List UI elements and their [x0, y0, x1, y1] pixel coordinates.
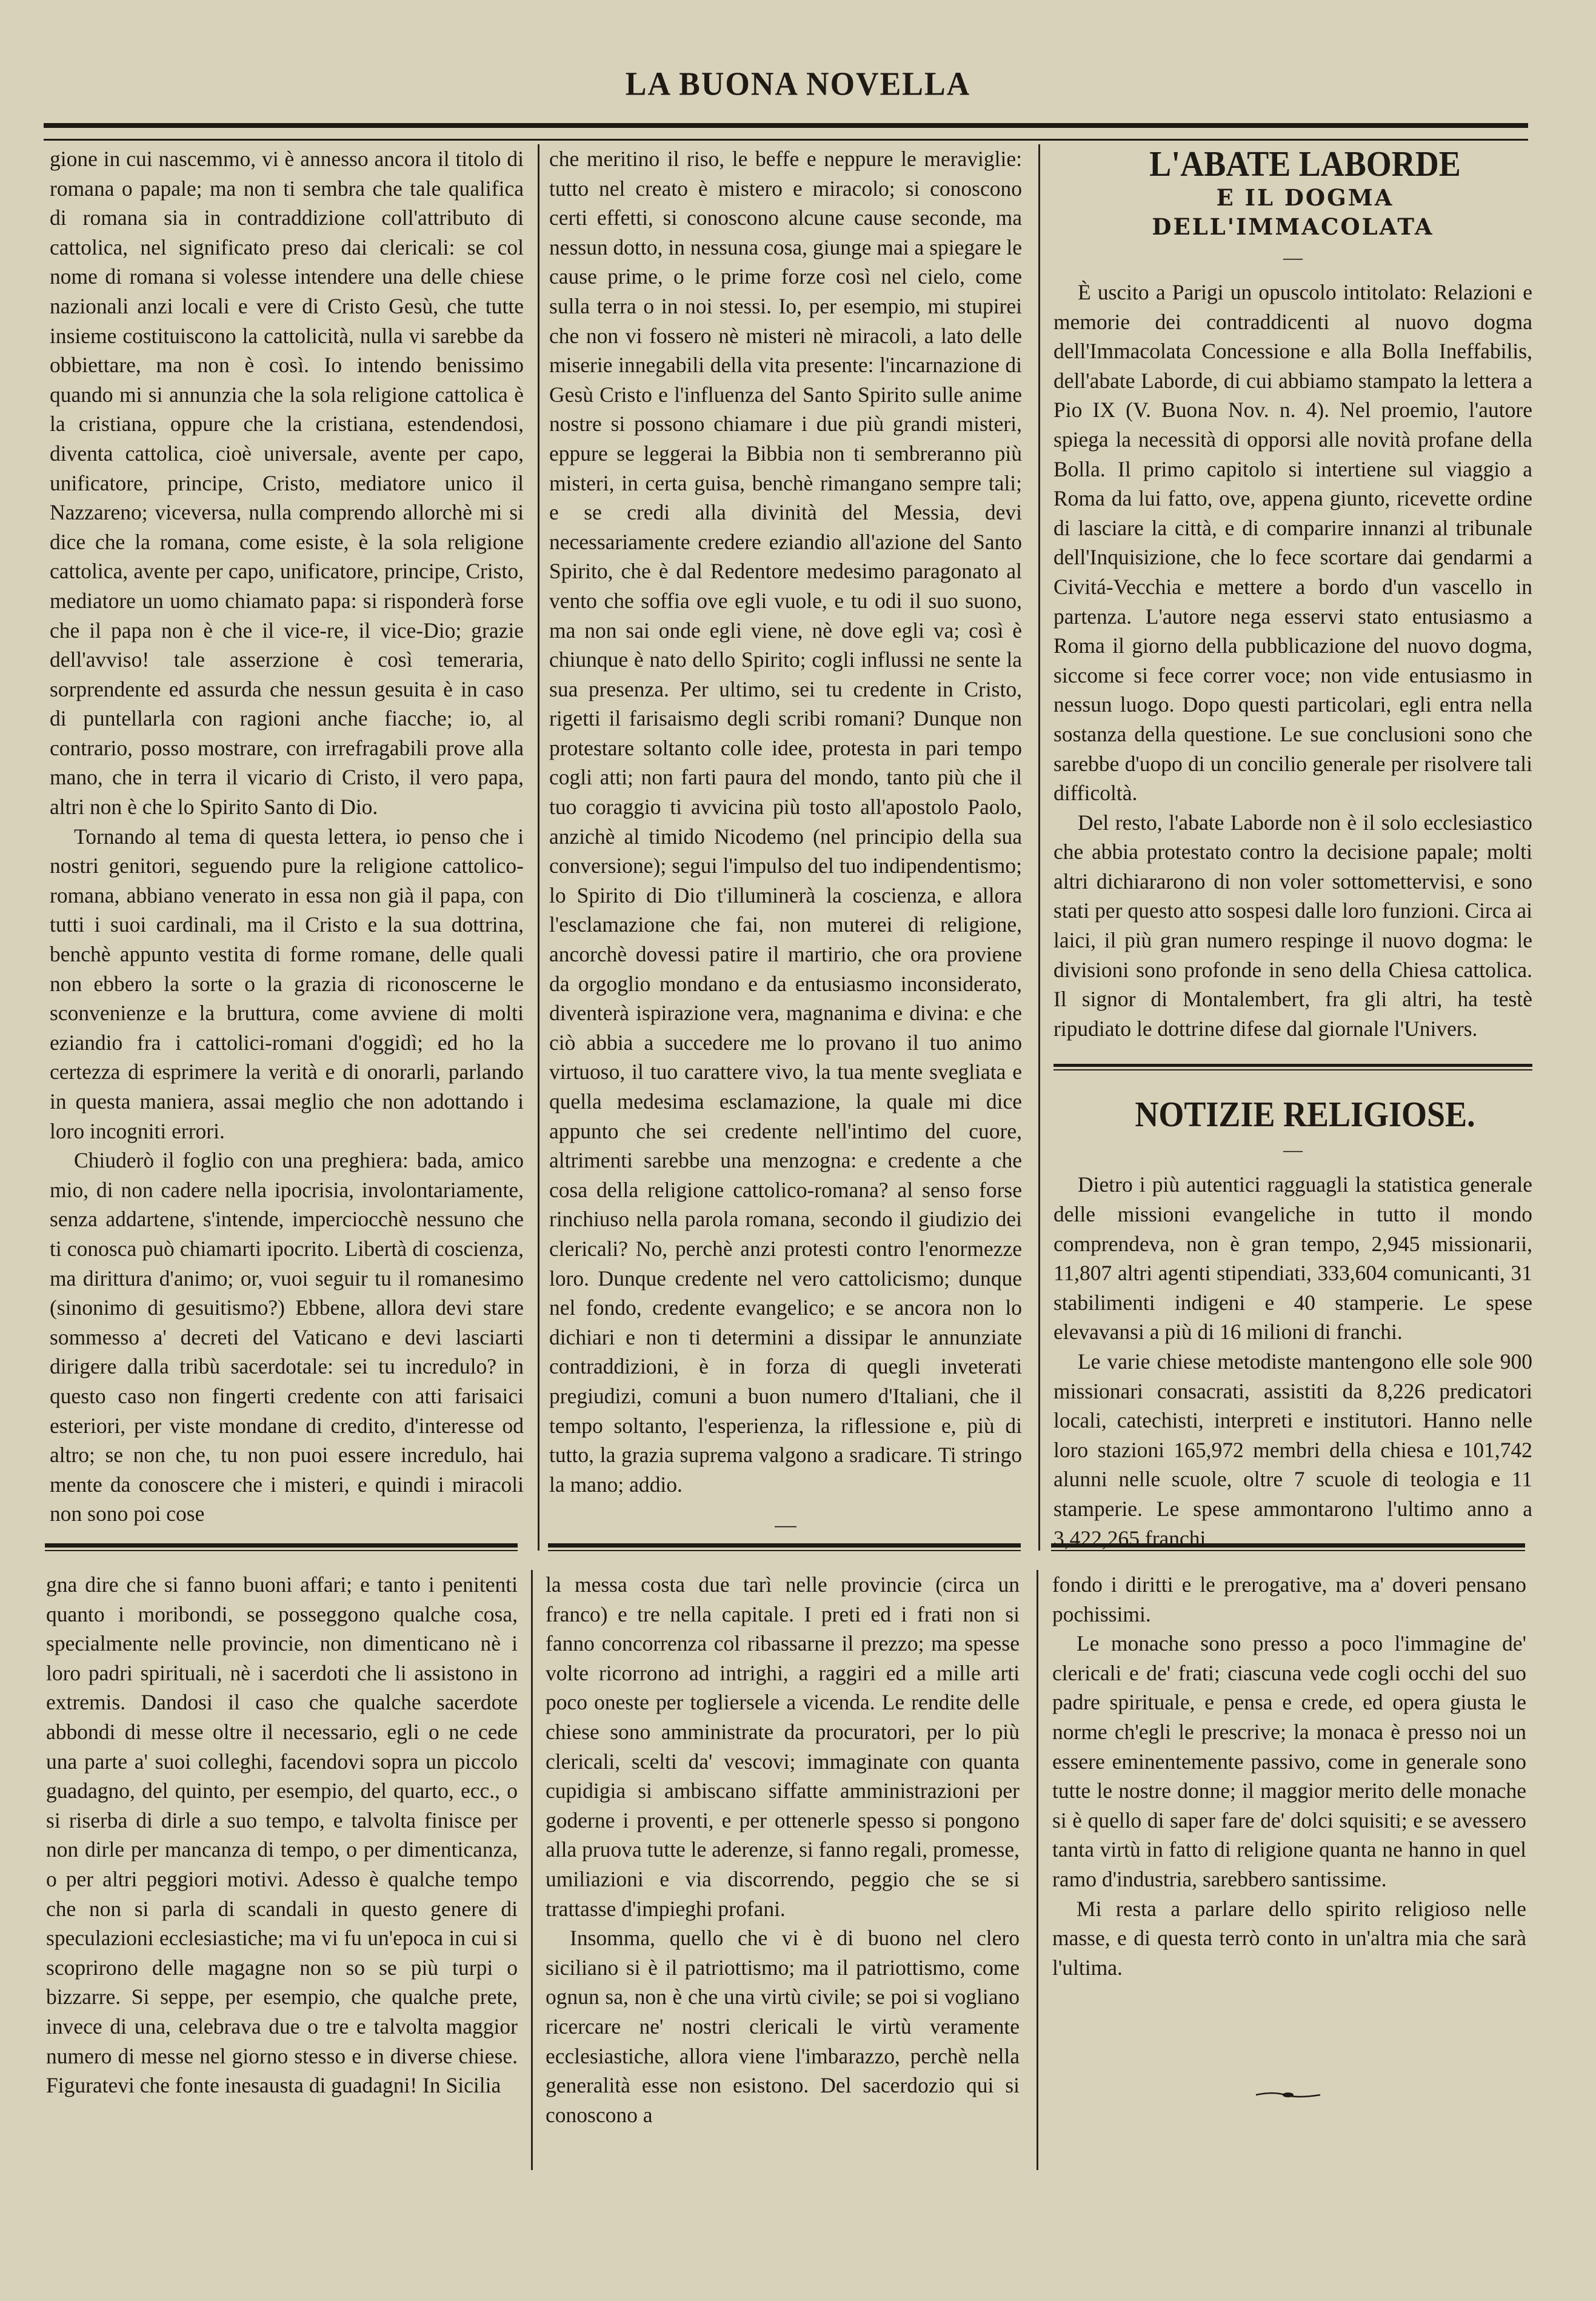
section-rule [548, 1543, 1021, 1551]
paragraph: Le monache sono presso a poco l'immagine de' clericali e de' frati; ciascuna vede cogli occhi del suo padre spirituale, e pensa e crede, ed opera giusta le norme ch'egli le prescrive; la monaca è presso noi un essere eminentemente passivo, come in generale sono tutte le nostre donne; il maggior merito delle monache si è quello di saper fare de' dolci squisiti; e se avessero tanta virtù in fatto di religione quanta ne hanno in quel ramo d'industria, sarebbero santissime. [1052, 1631, 1526, 1891]
article-title: NOTIZIE RELIGIOSE. [1135, 1094, 1475, 1135]
bottom-column-3 [1052, 1570, 1526, 1982]
article-title: L'ABATE LABORDE [1149, 144, 1461, 184]
paragraph: È uscito a Parigi un opuscolo intitolato: Relazioni e memorie dei contraddicenti al nuovo dogma dell'Immacolata Concessione e alla Bolla Ineffabilis, dell'abate Laborde, di cui abbiamo stampato la lettera a Pio IX (V. Buona Nov. n. 4). Nel proemio, l'autore spiega la necessità di opporsi alle novità profane della Bolla. Il primo capitolo si intertiene sul viaggio a Roma da lui fatto, ove, appena giunto, ricevette ordine di lasciare la città, e di comparire innanzi al tribunale dell'Inquisizione, che lo fece scortare dai gendarmi a Civitá-Vecchia e mettere a bordo d'un vascello in partenza. L'autore nega esservi stato entusiasmo a Roma il giorno della pubblicazione del nuovo dogma, siccome si fece correr voce; non vide entusiasmo in nessun luogo. Dopo questi particolari, egli entra nella sostanza della questione. Le sue conclusioni sono che sarebbe d'uopo di un concilio generale per risolvere tali difficoltà. [1053, 280, 1532, 806]
column-divider [1038, 144, 1040, 1551]
paragraph: la messa costa due tarì nelle provincie (circa un franco) e tre nella capitale. I preti ed i frati non si fanno concorrenza col ribassarne il prezzo; ma spesse volte ricorrono ad intrighi, a raggiri ed a mille arti poco oneste per togliersele a vicenda. Le rendite delle chiese sono amministrate da procuratori, per lo più clericali, scelti da' vescovi; immaginate con quanta cupidigia si ambiscano siffatte amministrazioni per goderne i proventi, e per ottenerle spesso si pongono alla pruova tutte le aderenze, si fanno regali, promesse, umiliazioni e via discorrendo, peggio che se si trattasse d'impieghi profani. [546, 1572, 1020, 1921]
paragraph: gione in cui nascemmo, vi è annesso ancora il titolo di romana o papale; ma non ti sembra che tale qualifica di romana sia in contraddizione coll'attributo di cattolica, nel significato preso dai clericali: se col nome di romana si volesse intendere una delle chiese nazionali anzi locali e vere di Cristo Gesù, che tutte insieme costituiscono la cattolicità, nulla vi sarebbe da obbiettare, ma non è così. Io intendo benissimo quando mi si annunzia che la sola religione cattolica è la cristiana, oppure che la cristiana, estendendosi, diventa cattolica, cioè universale, avente per capo, unificatore, principe, Cristo, mediatore unico il Nazzareno; viceversa, nulla comprendo allorchè mi si dice che la romana, come esiste, è la sola religione cattolica, avente per capo, unificatore, principe, Cristo, mediatore un uomo chiamato papa: si risponderà forse che il papa non è che il vice-re, il vice-Dio; grazie dell'avviso! tale asserzione è così temeraria, sorprendente ed assurda che nessun gesuita è in caso di puntellarla con ragioni anche fiacche; io, al contrario, posso mostrare, con irrefragabili prove alla mano, che in terra il vicario di Cristo, il vero papa, altri non è che lo Spirito Santo di Dio. [50, 147, 524, 820]
article-laborde [1053, 144, 1532, 1043]
title-dash: — [1283, 1138, 1303, 1161]
paragraph: Insomma, quello che vi è di buono nel clero siciliano si è il patriottismo; ma il patriottismo, come ognun sa, non è che una virtù civile; se poi si vogliano ricercare ne' nostri clericali le virtù veramente ecclesiastiche, allora viene l'imbarazzo, perchè nella generalità esse non esistono. Del sacerdozio qui si conoscono a [546, 1926, 1020, 2127]
paragraph: gna dire che si fanno buoni affari; e tanto i penitenti quanto i moribondi, se posseggono qualche cosa, specialmente nelle provincie, non dimenticano nè i loro padri spirituali, nè i sacerdoti che li assistono in extremis. Dandosi il caso che qualche sacerdote abbondi di messe oltre il necessario, egli o ne cede una parte a' suoi colleghi, facendovi sopra un piccolo guadagno, del quinto, per esempio, del quarto, ecc., o si riserba di dirle a suo tempo, e talvolta finisce per non dirle per mancanza di tempo, o per dimenticanza, o per altri peggiori motivi. Adesso è qualche tempo che non si parla di scandali in questo genere di speculazioni ecclesiastiche; ma vi fu un'epoca in cui si scoprirono delle magagne non so se più turpi o bizzarre. Si seppe, per esempio, che qualche prete, invece di una, celebrava due o tre e talvolta maggior numero di messe nel giorno stesso e in diverse chiese. Figuratevi che fonte inesausta di guadagni! In Sicilia [46, 1572, 518, 2098]
bottom-column-2 [546, 1570, 1020, 2129]
article-separator [1053, 1064, 1532, 1070]
paragraph: Tornando al tema di questa lettera, io penso che i nostri genitori, seguendo pure la religione cattolico-romana, abbiano venerato in essa non già il papa, con tutti i suoi cardinali, ma il Cristo e la sua dottrina, benchè appunto vestita di forme romane, delle quali non ebbero la sorte o la grazia di riconoscerne le sconvenienze e la bruttura, come avviene di molti eziandio fra i cattolici-romani d'oggidì; ed ho la certezza di esprimere la verità e di onorarli, parlando in questa maniera, assai meglio che non adottando i loro incogniti errori. [50, 824, 524, 1143]
title-dash: — [1283, 246, 1303, 268]
section-rule [1051, 1543, 1525, 1551]
end-dash: — [775, 1512, 796, 1537]
top-column-1 [50, 144, 524, 1529]
paragraph: Mi resta a parlare dello spirito religioso nelle masse, e di questa terrò conto in un'altra mia che sarà l'ultima. [1052, 1896, 1526, 1980]
paragraph: Del resto, l'abate Laborde non è il solo ecclesiastico che abbia protestato contro la decisione papale; molti altri dichiararono di non voler sottomettervisi, e sono stati per questo atto sospesi dalle loro funzioni. Circa ai laici, il più gran numero respinge il nuovo dogma: le divisioni sono profonde in seno della Chiesa cattolica. Il signor di Montalembert, fra gli altri, ha testè ripudiato le dottrine difese dal giornale l'Univers. [1053, 810, 1532, 1041]
paragraph: che meritino il riso, le beffe e neppure le meraviglie: tutto nel creato è mistero e miracolo; si conoscono certi effetti, si conoscono alcune cause seconde, ma nessun dotto, in nessuna cosa, giunge mai a spiegare le cause prime, o le prime forze così nel cielo, come sulla terra o in noi stessi. Io, per esempio, mi stupirei che non vi fossero nè misteri nè miracoli, a lato delle miserie innegabili della vita presente: l'incarnazione di Gesù Cristo e l'influenza del Santo Spirito sulle anime nostre si possono chiamare i due più grandi misteri, eppure se leggerai la Bibbia non ti sembreranno più misteri, in certa guisa, benchè rimangano sempre tali; e se credi alla divinità del Messia, devi necessariamente credere eziandio all'azione del Santo Spirito, che è dal Redentore medesimo paragonato al vento che soffia ove egli vuole, e tu odi il suo suono, ma non sai onde egli viene, nè dove egli va; così è chiunque è nato dello Spirito; cogli influssi ne sente la sua presenza. Per ultimo, sei tu credente in Cristo, rigetti il farisaismo degli scribi romani? Dunque non protestare soltanto colle idee, protesta in pari tempo cogli atti; non farti paura del mondo, tanto più che il tuo coraggio ti avvicina più tosto all'apostolo Paolo, anzichè al timido Nicodemo (nel principio della sua conversione); segui l'impulso del tuo indipendentismo; lo Spirito di Dio t'illuminerà la coscienza, e allora l'esclamazione che fai, non muterei di religione, ancorchè dovessi patire il martirio, che ora proviene da orgoglio mondano e da entusiasmo inconsiderato, diventerà ispirazione vera, magnanima e divina: e che ciò abbia a succedere me lo provano il tuo animo virtuoso, il tuo carattere vivo, la tua mente svegliata e quella medesima esclamazione, la quale mi dice appunto che sei credente nell'intimo del cuore, altrimenti sarebbe una menzogna: e credente a che cosa della religione cattolico-romana? al senso forse rinchiuso nella parola romana, secondo il giudizio dei clericali? No, perchè anzi protesti contro l'enormezze loro. Dunque credente nel vero cattolicismo; dunque nel fondo, credente evangelico; e se ancora non lo dichiari e non ti determini a dissipar le annunziate contraddizioni, è in forza di quegli inveterati pregiudizi, comuni a buon numero d'Italiani, che il tempo soltanto, l'esperienza, la riflessione e, più di tutto, la grazia suprema valgono a sradicare. Ti stringo la mano; addio. [549, 147, 1022, 1497]
section-rule [45, 1543, 518, 1551]
paragraph: Dietro i più autentici ragguagli la statistica generale delle missioni evangeliche in tutto il mondo comprendeva, non è gran tempo, 2,945 missionarii, 11,807 altri agenti stipendiati, 333,604 comunicanti, 31 stabilimenti indigeni e 40 stamperie. Le spese elevavansi a più di 16 milioni di franchi. [1053, 1172, 1532, 1344]
column-divider [1037, 1570, 1038, 2170]
article-notizie [1053, 1095, 1532, 1553]
ornament-icon [1255, 2089, 1321, 2101]
paragraph: fondo i diritti e le prerogative, ma a' doveri pensano pochissimi. [1052, 1572, 1526, 1626]
article-subtitle: E IL DOGMA DELL'IMMACOLATA [1152, 184, 1434, 240]
masthead-title: LA BUONA NOVELLA [625, 66, 971, 102]
top-column-3 [1053, 144, 1532, 1553]
column-divider [531, 1570, 533, 2170]
top-column-2 [549, 144, 1022, 1540]
masthead-rule [44, 123, 1528, 141]
paragraph: Chiuderò il foglio con una preghiera: bada, amico mio, di non cadere nella ipocrisia, involontariamente, senza addartene, s'intende, imperciocchè nessuno che ti conosca può chiamarti ipocrito. Libertà di coscienza, ma dirittura d'animo; or, vuoi seguir tu il romanesimo (sinonimo di gesuitismo?) Ebbene, allora devi stare sommesso a' decreti del Vaticano e devi lasciarti dirigere dalla tribù sacerdotale: sei tu incredulo? in questo caso non fingerti credente con atti farisaici esteriori, per viste mondane di credito, d'interesse od altro; se non che, tu non puoi essere incredulo, hai mente da conoscere che i misteri, e quindi i miracoli non sono poi cose [50, 1148, 524, 1526]
column-divider [538, 144, 539, 1551]
bottom-column-1 [46, 1570, 518, 2100]
paragraph: Le varie chiese metodiste mantengono elle sole 900 missionari consacrati, assistiti da 8,226 predicatori locali, catechisti, interpreti e institutori. Hanno nelle loro stazioni 165,972 membri della chiesa e 101,742 alunni nelle scuole, oltre 7 scuole di teologia e 11 stamperie. Le spese ammontarono l'ultimo anno a 3,422,265 franchi. [1053, 1349, 1532, 1551]
